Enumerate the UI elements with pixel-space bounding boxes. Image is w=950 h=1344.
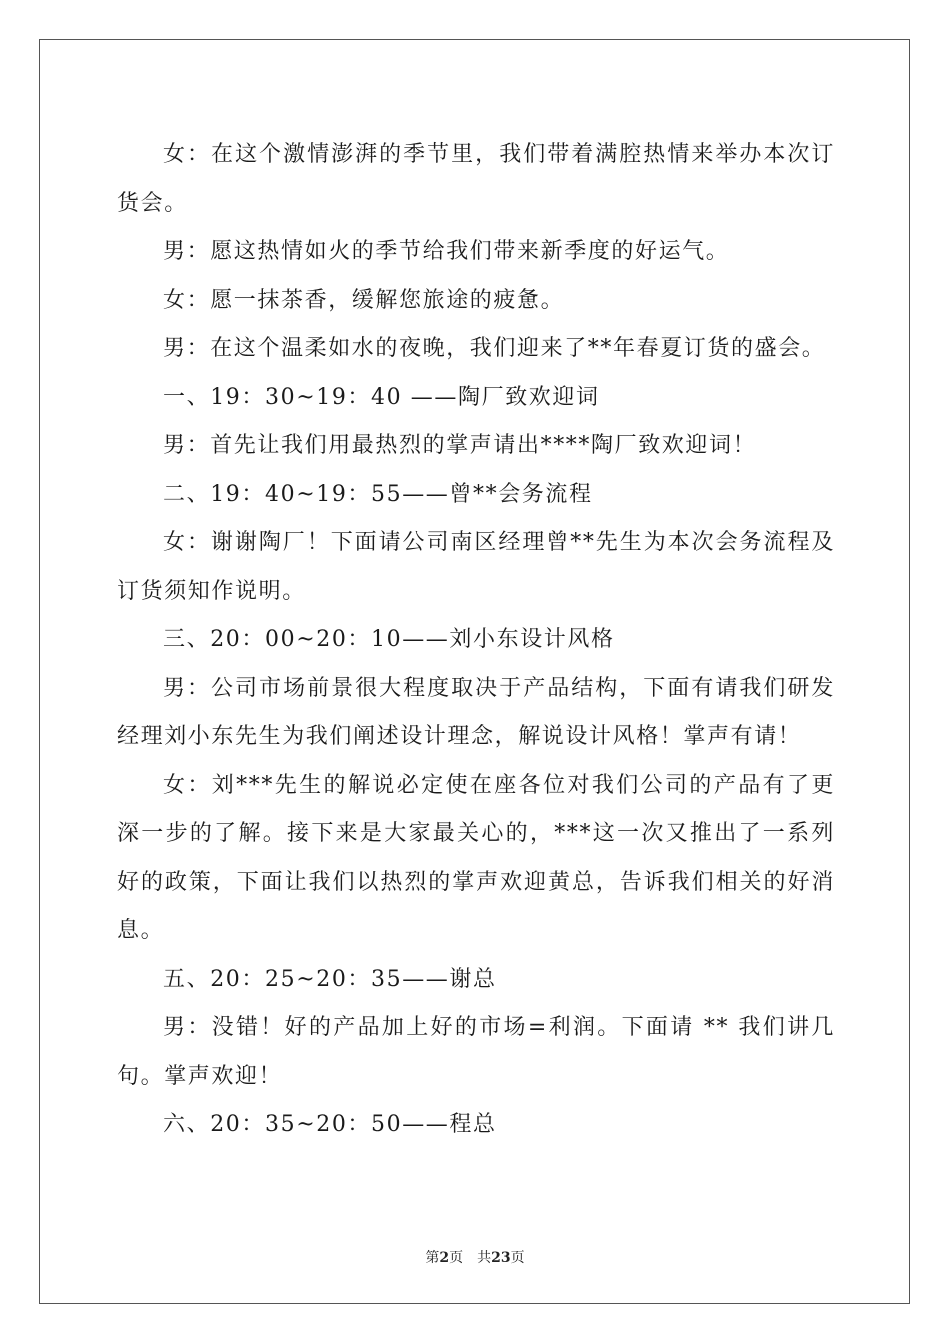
page-footer [0, 1247, 950, 1267]
paragraph-7: 男：公司市场前景很大程度取决于产品结构，下面有请我们研发经理刘小东先生为我们阐述设计理念，解说设计风格！掌声有请！ [117, 675, 835, 749]
paragraph-5: 男：首先让我们用最热烈的掌声请出****陶厂致欢迎词！ [163, 433, 757, 458]
paragraph-3: 女：愿一抹茶香，缓解您旅途的疲惫。 [163, 287, 565, 313]
section-heading-6: 六、20：35~20：50——程总 [163, 1112, 497, 1137]
page-prefix: 第 [425, 1250, 440, 1266]
paragraph-2: 男：愿这热情如火的季节给我们带来新季度的好运气。 [163, 239, 730, 264]
section-heading-3: 三、20：00~20：10——刘小东设计风格 [163, 627, 615, 652]
paragraph-1: 女：在这个激情澎湃的季节里，我们带着满腔热情来举办本次订货会。 [117, 142, 835, 216]
paragraph-6: 女：谢谢陶厂！下面请公司南区经理曾**先生为本次会务流程及订货须知作说明。 [117, 530, 835, 604]
paragraph-9: 男：没错！好的产品加上好的市场=利润。下面请 ** 我们讲几句。掌声欢迎！ [117, 1015, 835, 1089]
paragraph-4: 男：在这个温柔如水的夜晚，我们迎来了**年春夏订货的盛会。 [163, 336, 826, 361]
paragraph-8: 女：刘***先生的解说必定使在座各位对我们公司的产品有了更深一步的了解。接下来是大家最关心的，***这一次又推出了一系列好的政策，下面让我们以热烈的掌声欢迎黄总，告诉我们相关的好消息。 [117, 772, 835, 943]
section-heading-2: 二、19：40~19：55——曾**会务流程 [163, 481, 593, 507]
total-unit: 页 [510, 1250, 525, 1266]
section-heading-5: 五、20：25~20：35——谢总 [163, 966, 497, 992]
section-heading-1: 一、19：30~19：40 ——陶厂致欢迎词 [163, 384, 600, 410]
page-total: 23 [491, 1250, 511, 1266]
total-prefix: 共 [477, 1250, 492, 1266]
page-unit: 页 [449, 1250, 464, 1266]
page-current: 2 [439, 1250, 450, 1266]
document-body [117, 131, 835, 1150]
